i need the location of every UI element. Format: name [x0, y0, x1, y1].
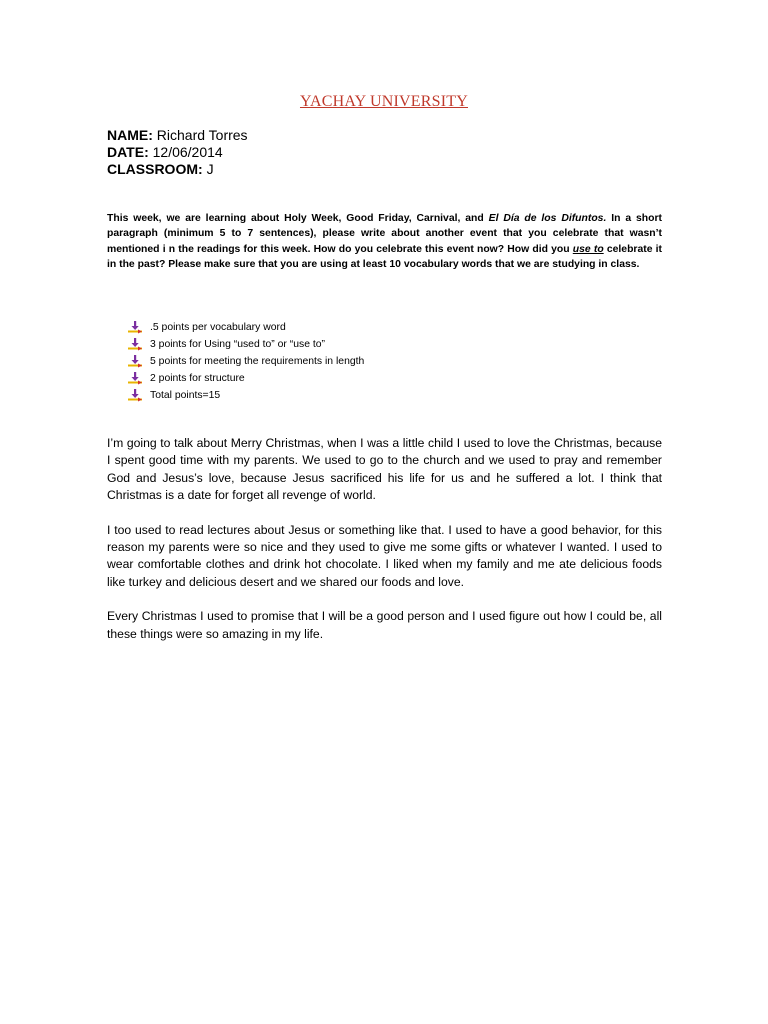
essay-paragraph-2: I too used to read lectures about Jesus or something like that. I used to have a good behavior, for this reason my parents were so nice and they used to give me some gifts or whatever I wanted. I used to wear comfortable clothes and drink hot chocolate. I liked when my family and me ate delicious foods like turkey and delicious desert and we shared our foods and love.: [107, 522, 662, 589]
list-item: [128, 319, 364, 336]
point-text: 2 points for structure: [150, 373, 245, 384]
student-essay: [107, 435, 662, 660]
classroom-line: [107, 161, 248, 178]
point-text: .5 points per vocabulary word: [150, 322, 286, 333]
instructions-italic-use-to: use to: [572, 243, 604, 255]
arrow-bullet-icon: [128, 372, 142, 386]
date-line: [107, 144, 248, 161]
assignment-instructions: [107, 211, 662, 273]
date-label: DATE:: [107, 144, 149, 160]
list-item: [128, 353, 364, 370]
essay-paragraph-3: Every Christmas I used to promise that I will be a good person and I used figure out how I could be, all these things were so amazing in my life.: [107, 609, 662, 641]
instructions-italic-holiday: El Día de los Difuntos.: [488, 213, 607, 224]
student-info: [107, 127, 248, 178]
list-item: [128, 370, 364, 387]
classroom-value: J: [206, 161, 214, 177]
name-value: Richard Torres: [156, 127, 248, 143]
university-title: YACHAY UNIVERSITY: [299, 93, 468, 110]
arrow-bullet-icon: [128, 389, 142, 403]
arrow-bullet-icon: [128, 355, 142, 369]
grading-points-list: [128, 319, 364, 404]
point-text: Total points=15: [150, 390, 221, 401]
instructions-text-1: This week, we are learning about Holy Week, Good Friday, Carnival, and: [107, 213, 489, 224]
list-item: [128, 336, 364, 353]
name-line: [107, 127, 248, 144]
list-item: [128, 387, 364, 404]
classroom-label: CLASSROOM:: [107, 161, 203, 177]
name-label: NAME:: [107, 127, 153, 143]
arrow-bullet-icon: [128, 338, 142, 352]
instructions-text-3: celebrate it in the past? Please make sure that you are using at least 10 vocabulary words that we are studying in class.: [107, 243, 662, 271]
date-value: 12/06/2014: [152, 144, 223, 160]
point-text: 3 points for Using “used to” or “use to”: [150, 339, 325, 350]
point-text: 5 points for meeting the requirements in length: [150, 356, 365, 367]
instructions-text-2: In a short paragraph (minimum 5 to 7 sentences), please write about another event that you celebrate that wasn’t mentioned i n the readings for this week. How do you celebrate this event now? How did you: [107, 213, 662, 255]
essay-paragraph-1: I’m going to talk about Merry Christmas, when I was a little child I used to love the Christmas, because I spent good time with my parents. We used to go to the church and we used to pray and remember God and Jesus’s love, because Jesus sacrificed his life for us and he suffered a lot. I think that Christmas is a date for forget all revenge of world.: [107, 436, 662, 502]
arrow-bullet-icon: [128, 321, 142, 335]
